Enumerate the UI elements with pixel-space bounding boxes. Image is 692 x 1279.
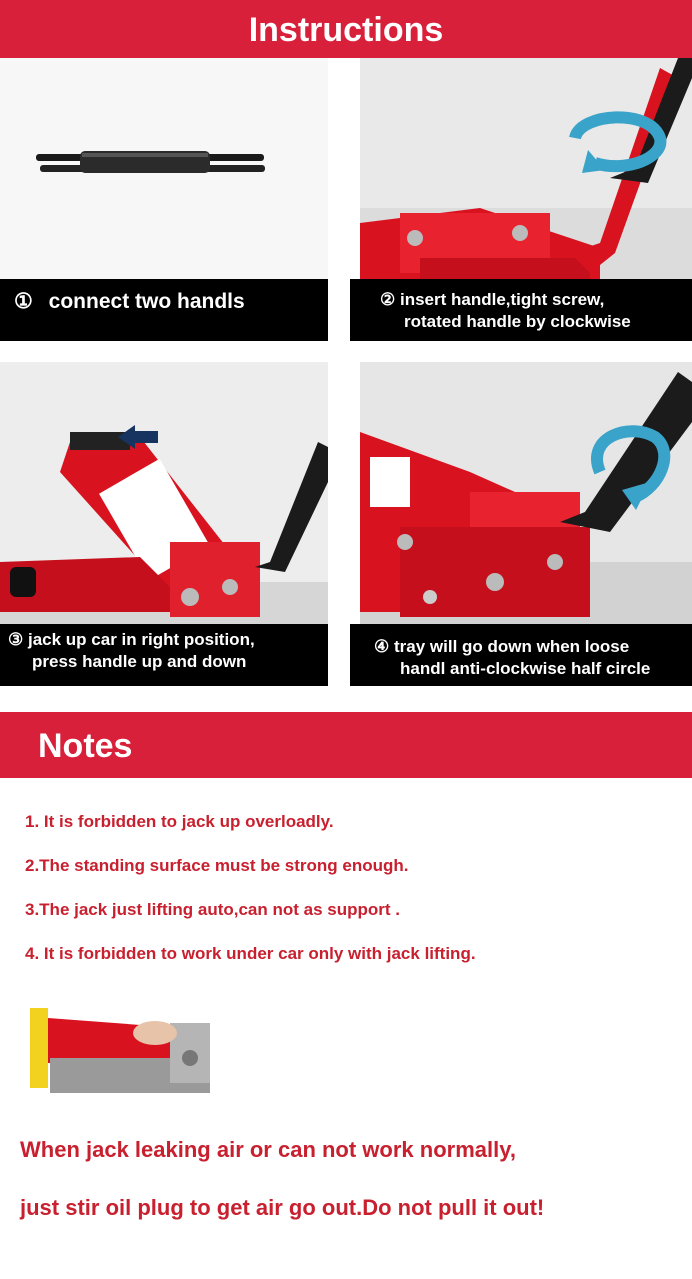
warning-line-1: When jack leaking air or can not work normally, — [20, 1137, 516, 1162]
step-4-caption — [350, 624, 692, 686]
note-item-2: 2.The standing surface must be strong enough. — [25, 856, 409, 875]
step-1-caption — [0, 279, 328, 341]
notes-title: Notes — [38, 727, 133, 765]
instructions-title: Instructions — [248, 11, 444, 49]
instructions-banner — [0, 0, 692, 58]
step-3-line1: jack up car in right position, — [27, 630, 255, 649]
step-2-line1: insert handle,tight screw, — [399, 290, 605, 309]
step-4-number: ④ — [374, 637, 390, 656]
step-3-number: ③ — [8, 630, 24, 649]
notes-banner — [0, 712, 692, 778]
step-2-number: ② — [380, 290, 396, 309]
step-2-caption — [350, 279, 692, 341]
note-item-1: 1. It is forbidden to jack up overloadly. — [25, 812, 334, 831]
note-item-4: 4. It is forbidden to work under car only with jack lifting. — [25, 944, 476, 963]
step-3-line2: press handle up and down — [32, 652, 247, 671]
warning-line-2: just stir oil plug to get air go out.Do not pull it out! — [20, 1195, 545, 1220]
step-2-line2: rotated handle by clockwise — [404, 312, 631, 331]
step-1-text: connect two handls — [48, 290, 245, 313]
photo-oil-plug — [30, 1003, 210, 1093]
step-4-line2: handl anti-clockwise half circle — [400, 659, 651, 678]
step-1-number: ① — [14, 290, 33, 313]
note-item-3: 3.The jack just lifting auto,can not as support . — [25, 900, 400, 919]
step-3-caption — [0, 624, 328, 686]
step-4-line1: tray will go down when loose — [393, 637, 630, 656]
